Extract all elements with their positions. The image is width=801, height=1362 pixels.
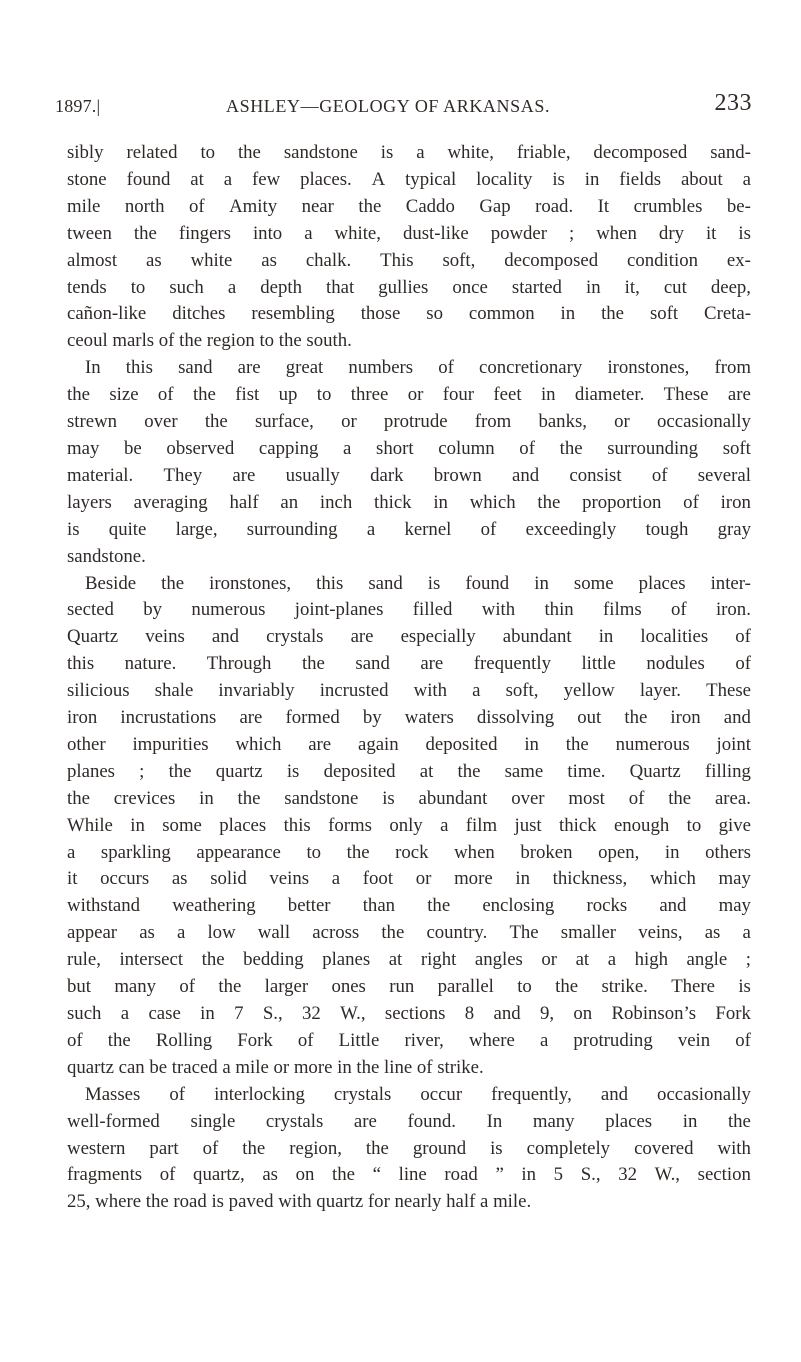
text-line: almost as white as chalk. This soft, decomposed condition ex- [67,249,751,271]
text-line: material. They are usually dark brown and consist of several [67,464,751,486]
running-head [55,90,752,122]
year-folio: 1897.| [55,96,101,116]
text-line: rule, intersect the bedding planes at right angles or at a high angle ; [67,949,751,971]
text-line: western part of the region, the ground is completely covered with [67,1137,751,1159]
text-line: appear as a low wall across the country. The smaller veins, as a [67,922,751,944]
text-line: is quite large, surrounding a kernel of exceedingly tough gray [67,518,751,540]
text-line: planes ; the quartz is deposited at the same time. Quartz filling [67,760,751,782]
text-line: 25, where the road is paved with quartz for nearly half a mile. [67,1191,532,1213]
text-line: this nature. Through the sand are frequently little nodules of [67,653,751,675]
text-line: sibly related to the sandstone is a white, friable, decomposed sand- [67,142,751,163]
text-line: well-formed single crystals are found. In many places in the [67,1110,751,1132]
text-line: layers averaging half an inch thick in which the proportion of iron [67,491,751,513]
text-line: fragments of quartz, as on the “ line road ” in 5 S., 32 W., section [67,1164,751,1186]
text-line: stone found at a few places. A typical locality is in fields about a [67,168,751,190]
text-line: other impurities which are again deposited in the numerous joint [67,733,751,755]
text-line: sandstone. [67,545,146,567]
text-line: the crevices in the sandstone is abundant over most of the area. [67,787,751,809]
text-line: In this sand are great numbers of concretionary ironstones, from [85,357,751,379]
text-line: sected by numerous joint-planes filled with thin films of iron. [67,599,751,621]
text-line: silicious shale invariably incrusted with a soft, yellow layer. These [67,680,751,702]
text-line: withstand weathering better than the enclosing rocks and may [67,895,751,917]
text-line: but many of the larger ones run parallel to the strike. There is [67,976,751,998]
text-line: Quartz veins and crystals are especially abundant in localities of [67,626,751,648]
text-line: strewn over the surface, or protrude from banks, or occasionally [67,411,751,433]
text-line: tween the fingers into a white, dust-like powder ; when dry it is [67,222,751,244]
text-line: iron incrustations are formed by waters dissolving out the iron and [67,707,751,729]
text-line: quartz can be traced a mile or more in the line of strike. [67,1056,484,1078]
body-text [67,140,751,1216]
text-line: Masses of interlocking crystals occur frequently, and occasionally [85,1083,751,1105]
text-line: the size of the fist up to three or four feet in diameter. These are [67,384,751,406]
text-line: tends to such a depth that gullies once started in it, cut deep, [67,276,751,298]
text-line: it occurs as solid veins a foot or more in thickness, which may [67,868,751,890]
text-line: such a case in 7 S., 32 W., sections 8 and 9, on Robinson’s Fork [67,1003,751,1024]
text-line: mile north of Amity near the Caddo Gap road. It crumbles be- [67,195,751,217]
text-line: cañon-like ditches resembling those so common in the soft Creta- [67,303,751,325]
text-line: of the Rolling Fork of Little river, where a protruding vein of [67,1029,751,1051]
text-line: may be observed capping a short column of the surrounding soft [67,437,751,459]
text-line: Beside the ironstones, this sand is found in some places inter- [85,572,751,594]
text-line: a sparkling appearance to the rock when broken open, in others [67,841,751,863]
text-line: While in some places this forms only a film just thick enough to give [67,814,751,836]
running-title: ASHLEY—GEOLOGY OF ARKANSAS. [226,96,551,116]
text-line: ceoul marls of the region to the south. [67,330,352,352]
page-number: 233 [714,90,752,116]
